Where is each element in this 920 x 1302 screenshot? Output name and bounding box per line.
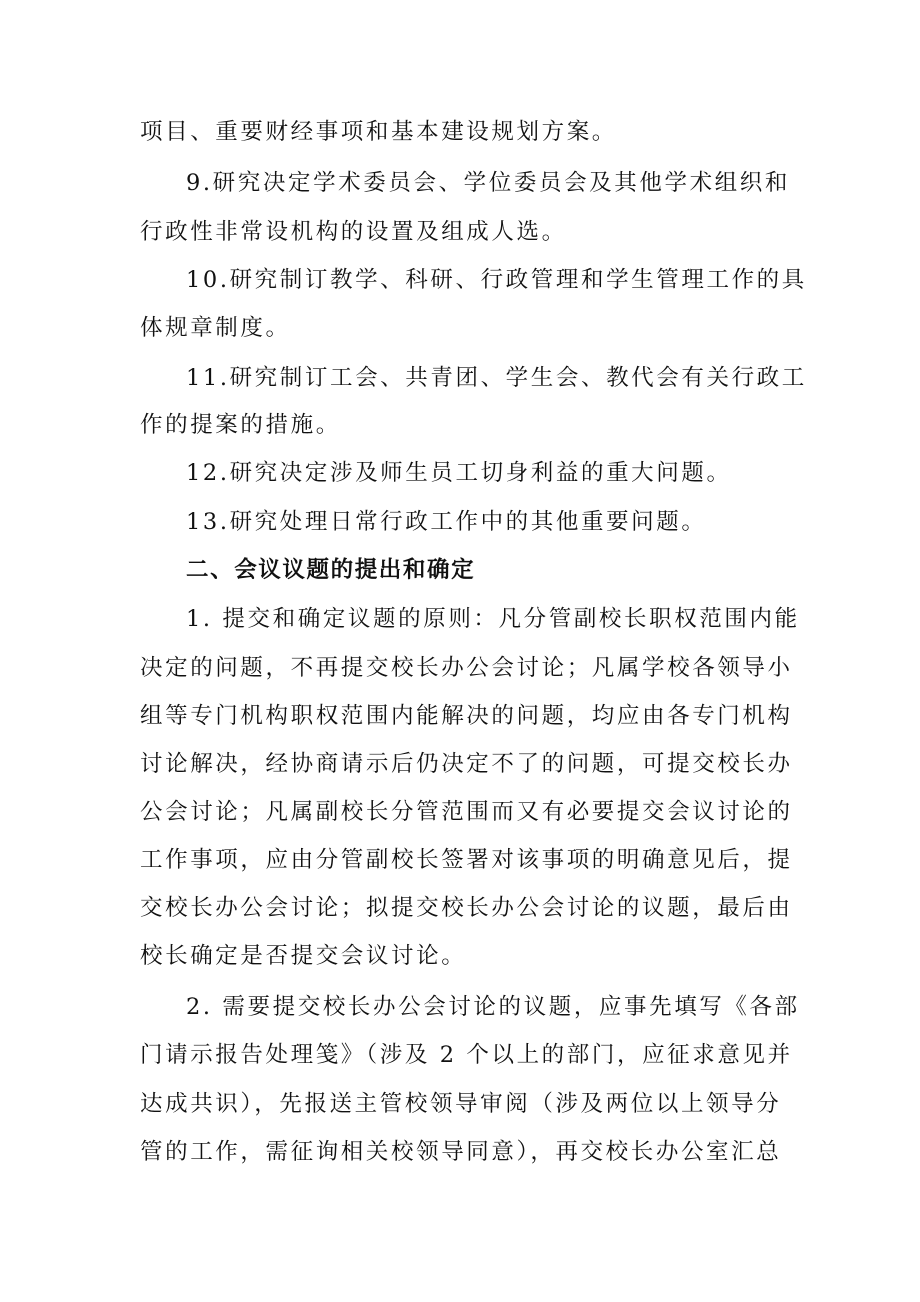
- text-line: 门请示报告处理笺》（涉及 2 个以上的部门，应征求意见并: [140, 1042, 793, 1068]
- text-line: 项目、重要财经事项和基本建设规划方案。: [140, 119, 617, 145]
- text-line: 行政性非常设机构的设置及组成人选。: [140, 219, 567, 245]
- text-line: 13.研究处理日常行政工作中的其他重要问题。: [186, 509, 707, 535]
- text-line: 1. 提交和确定议题的原则：凡分管副校长职权范围内能: [186, 606, 800, 632]
- text-line: 组等专门机构职权范围内能解决的问题，均应由各专门机构: [140, 703, 793, 729]
- text-line: 11.研究制订工会、共青团、学生会、教代会有关行政工: [186, 365, 807, 391]
- section-heading: 二、会议议题的提出和确定: [186, 557, 476, 583]
- text-line: 达成共识），先报送主管校领导审阅（涉及两位以上领导分: [140, 1091, 782, 1117]
- text-line: 10.研究制订教学、科研、行政管理和学生管理工作的具: [186, 267, 807, 293]
- text-line: 讨论解决，经协商请示后仍决定不了的问题，可提交校长办: [140, 751, 793, 777]
- text-line: 12.研究决定涉及师生员工切身利益的重大问题。: [186, 460, 732, 486]
- text-line: 体规章制度。: [140, 315, 291, 341]
- text-line: 决定的问题，不再提交校长办公会讨论；凡属学校各领导小: [140, 655, 793, 681]
- text-line: 公会讨论；凡属副校长分管范围而又有必要提交会议讨论的: [140, 799, 793, 825]
- text-line: 9.研究决定学术委员会、学位委员会及其他学术组织和: [186, 170, 790, 196]
- text-line: 工作事项，应由分管副校长签署对该事项的明确意见后，提: [140, 847, 793, 873]
- text-line: 交校长办公会讨论；拟提交校长办公会讨论的议题，最后由: [140, 895, 793, 921]
- text-line: 管的工作，需征询相关校领导同意），再交校长办公室汇总: [140, 1139, 782, 1165]
- text-line: 2. 需要提交校长办公会讨论的议题，应事先填写《各部: [186, 994, 800, 1020]
- text-line: 作的提案的措施。: [140, 412, 341, 438]
- text-line: 校长确定是否提交会议讨论。: [140, 943, 467, 969]
